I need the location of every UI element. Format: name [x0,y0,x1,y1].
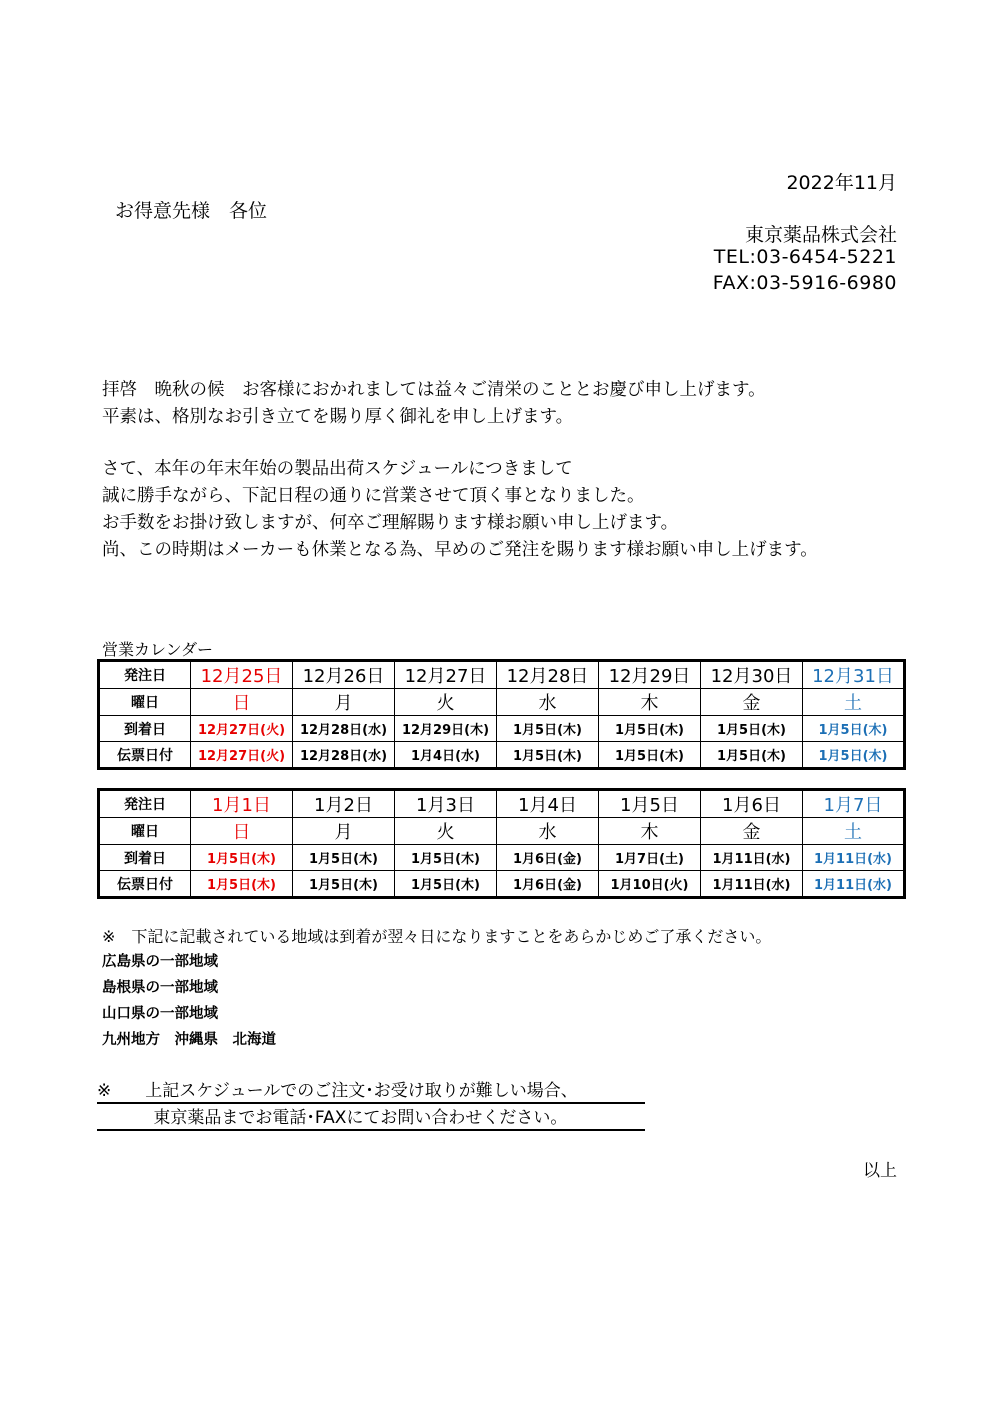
recipient: お得意先様 各位 [115,200,268,222]
calendar-cell: 12月30日 [701,661,803,689]
calendar-cell: 金 [701,818,803,845]
row-label: 伝票日付 [99,742,191,769]
calendar-cell: 1月5日(木) [293,871,395,898]
row-label: 発注日 [99,661,191,689]
body-line-2: 誠に勝手ながら、下記日程の通りに営業させて頂く事となりました。 [102,486,645,506]
calendar-cell: 12月28日 [497,661,599,689]
arrival-date-row [99,716,905,742]
greeting-line-2: 平素は、格別なお引き立てを賜り厚く御礼を申し上げます。 [102,407,574,427]
body-line-4: 尚、この時期はメーカーも休業となる為、早めのご発注を賜ります様お願い申し上げます。 [102,540,818,560]
calendar-cell: 1月5日(木) [293,845,395,871]
calendar-cell: 1月5日(木) [599,716,701,742]
calendar-cell: 12月28日(水) [293,742,395,769]
calendar-cell: 日 [191,689,293,716]
calendar-cell: 1月5日(木) [803,742,905,769]
weekday-row [99,689,905,716]
calendar-cell: 水 [497,818,599,845]
calendar-cell: 1月11日(水) [701,871,803,898]
calendar-title: 営業カレンダー [102,640,213,659]
calendar-cell: 1月7日(土) [599,845,701,871]
contact-line-2: 東京薬品までお電話･FAXにてお問い合わせください。 [97,1103,645,1131]
calendar-cell: 1月5日(木) [191,845,293,871]
calendar-cell: 1月5日(木) [191,871,293,898]
calendar-cell: 1月6日(金) [497,871,599,898]
calendar-table-week1 [97,659,906,770]
calendar-cell: 火 [395,818,497,845]
calendar-cell: 1月5日(木) [497,716,599,742]
calendar-cell: 1月11日(水) [701,845,803,871]
calendar-cell: 12月25日 [191,661,293,689]
calendar-cell: 火 [395,689,497,716]
region-item: 山口県の一部地域 [102,1006,218,1022]
calendar-cell: 水 [497,689,599,716]
calendar-cell: 月 [293,818,395,845]
calendar-cell: 12月26日 [293,661,395,689]
calendar-cell: 12月27日(火) [191,716,293,742]
calendar-cell: 12月31日 [803,661,905,689]
calendar-cell: 1月4日 [497,790,599,818]
calendar-cell: 12月29日 [599,661,701,689]
calendar-cell: 1月2日 [293,790,395,818]
calendar-cell: 1月5日(木) [599,742,701,769]
calendar-cell: 12月28日(水) [293,716,395,742]
row-label: 伝票日付 [99,871,191,898]
calendar-cell: 1月10日(火) [599,871,701,898]
calendar-cell: 1月5日(木) [497,742,599,769]
calendar-cell: 金 [701,689,803,716]
calendar-cell: 1月11日(水) [803,871,905,898]
closing-mark: 以上 [863,1161,897,1181]
calendar-cell: 1月5日(木) [701,742,803,769]
row-label: 到着日 [99,716,191,742]
calendar-cell: 1月4日(水) [395,742,497,769]
body-line-1: さて、本年の年末年始の製品出荷スケジュールにつきまして [102,459,573,479]
calendar-cell: 土 [803,818,905,845]
calendar-cell: 1月3日 [395,790,497,818]
calendar-cell: 1月5日 [599,790,701,818]
company-name: 東京薬品株式会社 [744,224,897,246]
delivery-notice: ※ 下記に記載されている地域は到着が翌々日になりますことをあらかじめご了承ください。 [102,927,772,946]
weekday-row [99,818,905,845]
body-line-3: お手数をお掛け致しますが、何卒ご理解賜ります様お願い申し上げます。 [102,513,679,533]
calendar-cell: 1月5日(木) [701,716,803,742]
order-date-row [99,661,905,689]
greeting-line-1: 拝啓 晩秋の候 お客様におかれましては益々ご清栄のこととお慶び申し上げます。 [102,380,766,400]
calendar-cell: 12月27日(火) [191,742,293,769]
calendar-cell: 12月29日(木) [395,716,497,742]
calendar-cell: 1月1日 [191,790,293,818]
region-item: 島根県の一部地域 [102,980,218,996]
calendar-cell: 1月5日(木) [803,716,905,742]
calendar-cell: 1月6日 [701,790,803,818]
calendar-cell: 日 [191,818,293,845]
document-date: 2022年11月 [786,172,897,194]
row-label: 曜日 [99,689,191,716]
calendar-cell: 1月5日(木) [395,845,497,871]
row-label: 曜日 [99,818,191,845]
region-item: 広島県の一部地域 [102,954,218,970]
calendar-cell: 12月27日 [395,661,497,689]
calendar-table-week2 [97,788,906,899]
calendar-cell: 1月7日 [803,790,905,818]
region-item: 九州地方 沖縄県 北海道 [102,1032,276,1048]
contact-line-1: ※ 上記スケジュールでのご注文･お受け取りが難しい場合、 [97,1076,645,1104]
row-label: 発注日 [99,790,191,818]
calendar-cell: 木 [599,689,701,716]
slip-date-row [99,871,905,898]
slip-date-row [99,742,905,769]
order-date-row [99,790,905,818]
calendar-cell: 1月11日(水) [803,845,905,871]
calendar-cell: 月 [293,689,395,716]
calendar-cell: 木 [599,818,701,845]
company-tel: TEL:03-6454-5221 [713,246,897,268]
calendar-cell: 1月6日(金) [497,845,599,871]
company-fax: FAX:03-5916-6980 [712,272,897,294]
calendar-cell: 1月5日(木) [395,871,497,898]
calendar-cell: 土 [803,689,905,716]
row-label: 到着日 [99,845,191,871]
arrival-date-row [99,845,905,871]
